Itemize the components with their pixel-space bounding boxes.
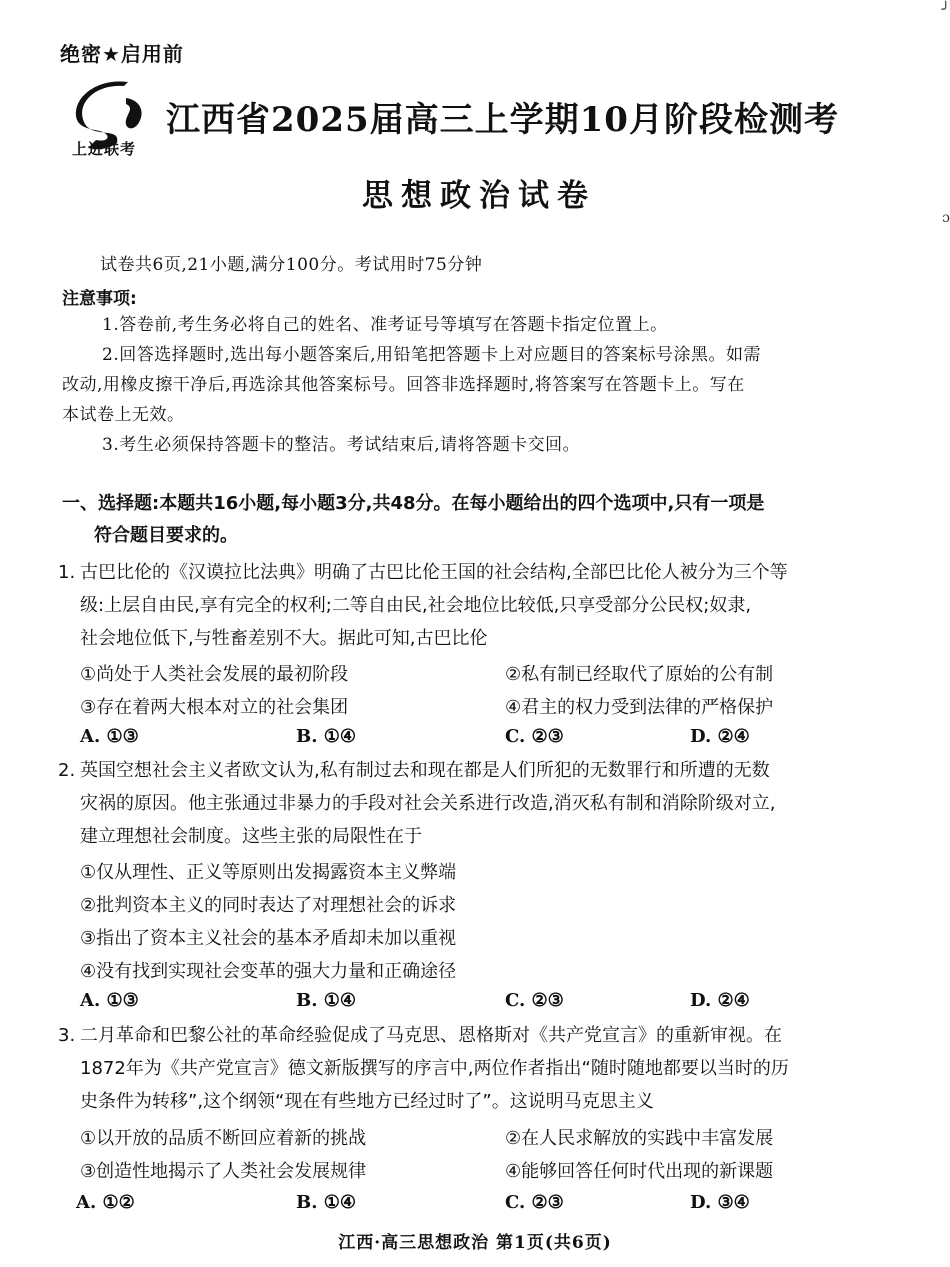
q2-choice-d: D. ②④ xyxy=(690,990,750,1011)
q3-choice-c: C. ②③ xyxy=(505,1192,564,1213)
q2-statement-1: ①仅从理性、正义等原则出发揭露资本主义弊端 xyxy=(80,862,457,883)
q1-statement-3: ③存在着两大根本对立的社会集团 xyxy=(80,697,349,718)
notice-item-2-line-3: 本试卷上无效。 xyxy=(62,405,185,425)
q3-statement-1: ①以开放的品质不断回应着新的挑战 xyxy=(80,1128,367,1149)
notice-item-2-line-1: 2.回答选择题时,选出每小题答案后,用铅笔把答题卡上对应题目的答案标号涂黑。如需 xyxy=(102,345,762,365)
section-heading-line-1: 一、选择题:本题共16小题,每小题3分,共48分。在每小题给出的四个选项中,只有一项是 xyxy=(62,493,765,514)
q3-choice-b: B. ①④ xyxy=(296,1192,357,1213)
q1-choice-b: B. ①④ xyxy=(296,726,357,747)
q1-choice-c: C. ②③ xyxy=(505,726,564,747)
section-heading-line-2: 符合题目要求的。 xyxy=(94,525,238,546)
notice-item-3: 3.考生必须保持答题卡的整洁。考试结束后,请将答题卡交回。 xyxy=(102,435,581,455)
q2-statement-2: ②批判资本主义的同时表达了对理想社会的诉求 xyxy=(80,895,457,916)
q2-statement-4: ④没有找到实现社会变革的强大力量和正确途径 xyxy=(80,961,457,982)
q1-choice-d: D. ②④ xyxy=(690,726,750,747)
q3-choice-d: D. ③④ xyxy=(690,1192,750,1213)
notice-title: 注意事项: xyxy=(62,289,137,309)
question-line: 社会地位低下,与牲畜差别不大。据此可知,古巴比伦 xyxy=(80,628,488,649)
q3-statement-2: ②在人民求解放的实践中丰富发展 xyxy=(505,1128,774,1149)
q2-choice-b: B. ①④ xyxy=(296,990,357,1011)
question-line: 建立理想社会制度。这些主张的局限性在于 xyxy=(80,826,422,847)
question-number: 2. xyxy=(58,760,76,781)
q2-statement-3: ③指出了资本主义社会的基本矛盾却未加以重视 xyxy=(80,928,457,949)
question-line: 级:上层自由民,享有完全的权利;二等自由民,社会地位比较低,只享受部分公民权;奴隶, xyxy=(80,595,752,616)
subject-title: 思想政治试卷 xyxy=(362,178,596,214)
q1-choice-a: A. ①③ xyxy=(80,726,139,747)
question-2-stem xyxy=(58,754,858,853)
q2-choice-a: A. ①③ xyxy=(80,990,139,1011)
q1-statement-1: ①尚处于人类社会发展的最初阶段 xyxy=(80,664,349,685)
question-number: 3. xyxy=(58,1025,76,1046)
question-line: 史条件为转移”,这个纲领“现在有些地方已经过时了”。这说明马克思主义 xyxy=(80,1091,654,1112)
question-line: 1872年为《共产党宣言》德文新版撰写的序言中,两位作者指出“随时随地都要以当时的历 xyxy=(80,1058,789,1079)
question-number: 1. xyxy=(58,562,76,583)
q1-statement-2: ②私有制已经取代了原始的公有制 xyxy=(505,664,774,685)
question-line: 二月革命和巴黎公社的革命经验促成了马克思、恩格斯对《共产党宣言》的重新审视。在 xyxy=(80,1025,782,1046)
q3-statement-3: ③创造性地揭示了人类社会发展规律 xyxy=(80,1161,367,1182)
question-line: 英国空想社会主义者欧文认为,私有制过去和现在都是人们所犯的无数罪行和所遭的无数 xyxy=(80,760,770,781)
exam-info: 试卷共6页,21小题,满分100分。考试用时75分钟 xyxy=(100,255,483,275)
notice-item-2-line-2: 改动,用橡皮擦干净后,再选涂其他答案标号。回答非选择题时,将答案写在答题卡上。写在 xyxy=(62,375,745,395)
page-edge-mark-middle: ɔ xyxy=(942,210,950,226)
publisher-logo-text: 上进联考 xyxy=(72,140,137,158)
q1-statement-4: ④君主的权力受到法律的严格保护 xyxy=(505,697,774,718)
confidential-label: 绝密★启用前 xyxy=(60,42,184,66)
q2-choice-c: C. ②③ xyxy=(505,990,564,1011)
question-1-stem xyxy=(58,556,858,655)
page-footer: 江西·高三思想政治 第1页(共6页) xyxy=(338,1233,612,1253)
question-3-stem xyxy=(58,1019,858,1118)
question-line: 古巴比伦的《汉谟拉比法典》明确了古巴比伦王国的社会结构,全部巴比伦人被分为三个等 xyxy=(80,562,788,583)
q3-choice-a: A. ①② xyxy=(76,1192,135,1213)
notice-item-1: 1.答卷前,考生务必将自己的姓名、准考证号等填写在答题卡指定位置上。 xyxy=(102,315,668,335)
question-line: 灾祸的原因。他主张通过非暴力的手段对社会关系进行改造,消灭私有制和消除阶级对立, xyxy=(80,793,776,814)
page-edge-mark-top: ╯ xyxy=(941,2,950,18)
exam-title: 江西省2025届高三上学期10月阶段检测考 xyxy=(166,100,839,140)
q3-statement-4: ④能够回答任何时代出现的新课题 xyxy=(505,1161,774,1182)
section-heading xyxy=(62,488,852,552)
